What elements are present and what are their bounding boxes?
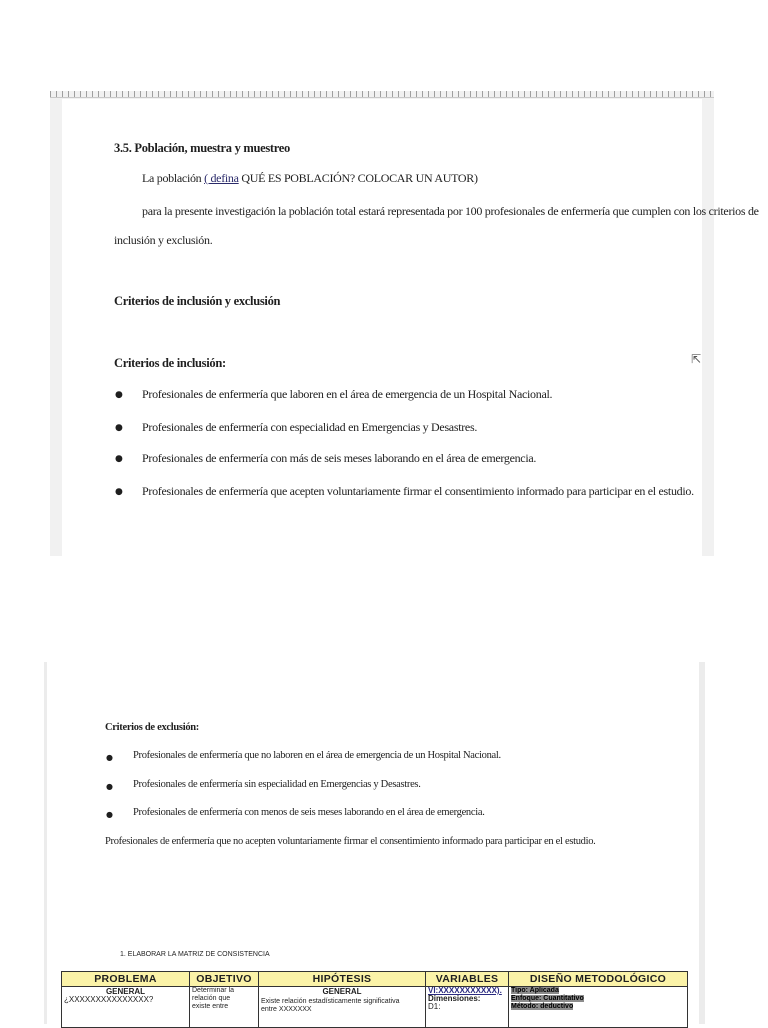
diseno-tipo: Tipo: Aplicada [511,987,559,994]
problema-text: ¿XXXXXXXXXXXXXXX? [64,995,154,1004]
bullet-icon: ● [115,390,123,400]
objetivo-line: Determinar la [192,987,235,994]
section-title: 3.5. Población, muestra y muestreo [114,141,291,155]
header-objetivo: OBJETIVO [190,972,259,987]
inclusion-heading: Criterios de inclusión: [114,356,226,370]
bullet-icon: ● [106,753,113,762]
population-suffix: QUÉ ES POBLACIÓN? COLOCAR UN AUTOR) [238,171,478,185]
exclusion-last-item: Profesionales de enfermería que no acepten voluntariamente firmar el consentimiento informado para participar en el estudio. [105,836,596,847]
variables-d1: D1: [428,1002,441,1011]
bullet-icon: ● [115,454,123,464]
cell-objetivo [190,987,259,1028]
objetivo-line: existe entre [192,1003,229,1010]
population-sentence [142,171,478,186]
cell-variables [426,987,509,1028]
exclusion-item: Profesionales de enfermería con menos de seis meses laborando en el área de emergencia. [133,807,485,818]
inclusion-item: Profesionales de enfermería con más de seis meses laborando en el área de emergencia. [142,451,537,465]
criteria-heading: Criterios de inclusión y exclusión [114,294,281,308]
matrix-header-row [62,972,688,987]
objetivo-line: relación que [192,995,231,1002]
bullet-icon: ● [115,487,123,497]
exclusion-item: Profesionales de enfermería que no laboren en el área de emergencia de un Hospital Nacional. [133,750,501,761]
header-diseno-metodologico: DISEÑO METODOLÓGICO [509,972,688,987]
cell-diseno [509,987,688,1028]
inclusion-item: Profesionales de enfermería que acepten voluntariamente firmar el consentimiento informado para participar en el estudio. [142,484,694,498]
mouse-pointer-icon: ⇱ [691,352,702,366]
exclusion-item: Profesionales de enfermería sin especialidad en Emergencias y Desastres. [133,779,421,790]
diseno-metodo: Método: deductivo [511,1003,574,1010]
ruler-divider [50,97,714,98]
variables-dimensiones-label: Dimensiones: [428,994,481,1003]
cell-problema [62,987,190,1028]
header-variables: VARIABLES [426,972,509,987]
bullet-icon: ● [115,423,123,433]
header-problema: PROBLEMA [62,972,190,987]
problema-general-label: GENERAL [105,987,146,996]
cell-hipotesis [259,987,426,1028]
inclusion-item: Profesionales de enfermería con especialidad en Emergencias y Desastres. [142,420,478,434]
header-hipotesis: HIPÓTESIS [259,972,426,987]
variable-independiente: VI:XXXXXXXXXXX). [428,986,502,995]
bullet-icon: ● [106,782,113,791]
table-row [62,987,688,1028]
population-paragraph-line1: para la presente investigación la población total estará representada por 100 profesionales de enfermería que cumplen con los criterios de [142,204,759,218]
consistency-matrix-table [61,971,688,1028]
matrix-caption: 1. ELABORAR LA MATRIZ DE CONSISTENCIA [120,951,270,958]
hipotesis-line: Existe relación estadísticamente significativa [261,998,400,1005]
bullet-icon: ● [106,810,113,819]
hipotesis-general-label: GENERAL [322,987,362,996]
inclusion-item: Profesionales de enfermería que laboren en el área de emergencia de un Hospital Nacional. [142,387,553,401]
population-paragraph-line2: inclusión y exclusión. [114,233,213,247]
exclusion-heading: Criterios de exclusión: [105,722,199,733]
population-prefix: La población [142,171,205,185]
population-comment-link[interactable]: ( defina [204,171,239,185]
diseno-enfoque: Enfoque: Cuantitativo [511,995,584,1002]
hipotesis-line: entre XXXXXXX [261,1006,312,1013]
